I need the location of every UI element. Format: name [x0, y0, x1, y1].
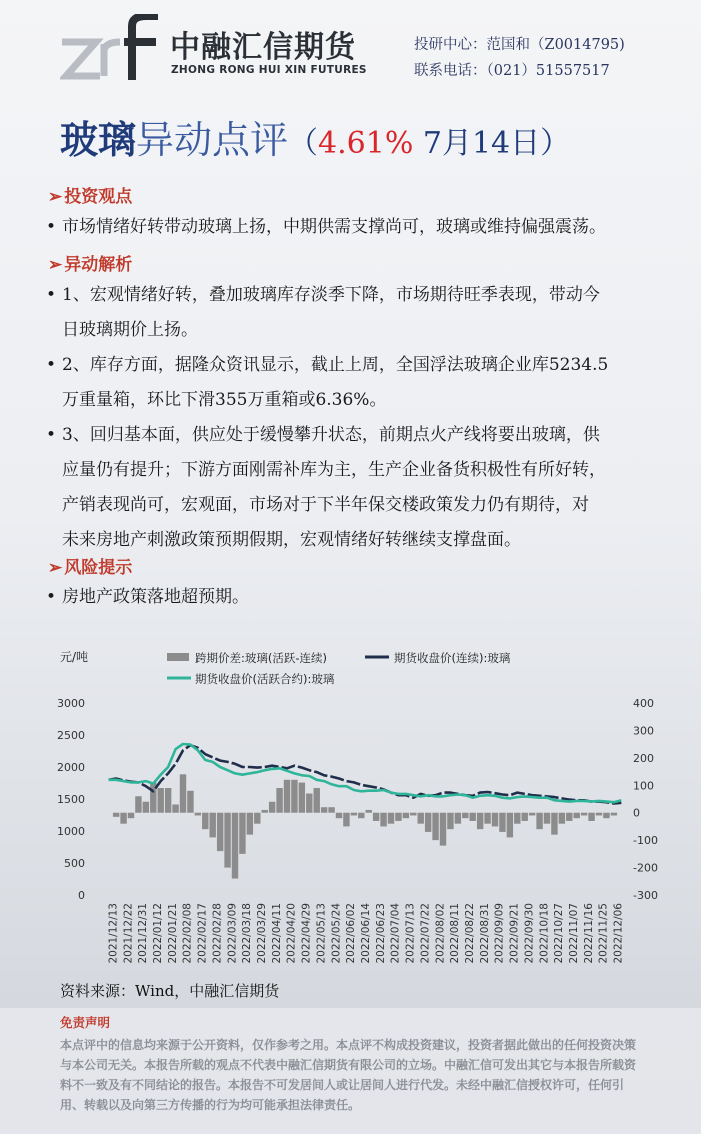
spread-bar: [113, 813, 119, 817]
spread-bar: [232, 813, 238, 879]
y-left-tick-label: 3000: [57, 697, 85, 710]
x-tick-label: 2021/12/22: [122, 903, 135, 964]
x-tick-label: 2022/10/18: [538, 903, 551, 964]
spread-bar: [143, 802, 149, 813]
y-left-tick-label: 1000: [57, 825, 85, 838]
x-tick-label: 2022/09/09: [493, 903, 506, 964]
legend-swatch-spread: [167, 653, 189, 661]
arrow-icon: ➢: [48, 255, 63, 275]
section-title-analysis: ➢ 异动解析: [48, 255, 133, 275]
spread-bar: [358, 813, 364, 818]
paragraph-risk: • 房地产政策落地超预期。: [46, 580, 656, 615]
spread-bar: [470, 813, 476, 821]
x-tick-label: 2022/11/07: [568, 903, 580, 964]
spread-bar: [514, 813, 520, 824]
spread-bar: [180, 774, 186, 812]
chart-svg: [55, 643, 665, 988]
title-date: 7月14日）: [413, 126, 571, 161]
y-right-tick-label: 200: [633, 751, 654, 765]
data-source: 资料来源：Wind，中融汇信期货: [60, 982, 280, 1000]
spread-bar: [195, 813, 201, 816]
spread-bar: [418, 813, 424, 824]
y-left-tick-label: 2500: [57, 729, 85, 742]
spread-bar: [343, 813, 349, 827]
spread-bar: [165, 788, 171, 813]
x-tick-label: 2022/06/14: [360, 903, 372, 964]
spread-bar: [321, 807, 327, 812]
spread-bar: [462, 813, 468, 818]
spread-bar: [611, 813, 617, 816]
spread-bar: [477, 813, 483, 829]
y-right-tick-label: -100: [633, 834, 658, 848]
x-tick-label: 2022/02/17: [196, 903, 209, 964]
y-right-tick-label: 400: [633, 697, 654, 710]
spread-bar: [135, 796, 141, 812]
spread-bar: [120, 813, 126, 824]
spread-bar: [395, 813, 401, 821]
x-tick-label: 2022/08/02: [434, 903, 447, 964]
arrow-icon: ➢: [48, 558, 63, 578]
disclaimer-title: 免责声明: [60, 1015, 111, 1030]
spread-bar: [299, 783, 305, 813]
spread-bar: [603, 813, 609, 818]
spread-bar: [492, 813, 498, 827]
legend-label-active: 期货收盘价(活跃合约):玻璃: [195, 672, 335, 686]
x-tick-label: 2022/03/18: [241, 903, 254, 964]
spread-bar: [262, 810, 268, 813]
paragraph-view: • 市场情绪好转带动玻璃上扬，中期供需支撑尚可，玻璃或维持偏强震荡。: [46, 210, 656, 245]
spread-bar: [306, 794, 312, 813]
analyst-line: 投研中心：范国和（Z0014795): [414, 37, 625, 53]
x-tick-label: 2022/08/22: [464, 903, 476, 964]
spread-bar: [158, 788, 164, 813]
spread-bar: [403, 813, 409, 818]
title-paren: （: [288, 126, 319, 161]
spread-bar: [202, 813, 208, 829]
x-tick-label: 2022/09/30: [523, 903, 536, 964]
spread-bar: [217, 813, 223, 851]
spread-bar: [410, 813, 416, 816]
x-tick-label: 2022/02/08: [181, 903, 194, 964]
y-right-tick-label: 100: [633, 779, 654, 793]
y-left-tick-label: 0: [78, 889, 85, 902]
legend-label-continuous: 期货收盘价(连续):玻璃: [394, 651, 511, 665]
x-tick-label: 2022/03/29: [256, 903, 268, 964]
x-tick-label: 2022/03/09: [226, 903, 239, 964]
spread-bar: [284, 780, 290, 813]
spread-bar: [172, 804, 178, 812]
spread-bar: [187, 791, 193, 813]
spread-bar: [239, 813, 245, 854]
spread-bar: [507, 813, 513, 838]
company-name-cn: 中融汇信期货: [170, 30, 356, 65]
spread-bar: [276, 788, 282, 813]
legend-label-spread: 跨期价差:玻璃(活跃-连续): [195, 651, 327, 665]
y-right-tick-label: -300: [633, 889, 658, 902]
x-tick-label: 2022/02/28: [211, 903, 224, 964]
spread-bar: [247, 813, 253, 835]
paragraph-analysis: • 1、宏观情绪好转，叠加玻璃库存淡季下降，市场期待旺季表现，带动今 日玻璃期价上扬。 • 2、库存方面，据隆众资讯显示，截止上周，全国浮法玻璃企业库5234.5 万重量箱，环比下滑355万重箱或6.36%。 • 3、回归基本面，供应处于缓慢攀升状态，前期点火产线将要出玻璃，供 应量仍有提升；下游方面刚需补库为主，生产企业备货积极性有所好转， 产销表现尚可，宏观面，市场对于下半年保交楼政策发力仍有期待，对 未来房地产刺激政策预期假期，宏观情绪好转继续支撑盘面。: [46, 278, 656, 558]
spread-bar: [559, 813, 565, 824]
price-chart: [55, 643, 665, 988]
spread-bar: [522, 813, 528, 821]
spread-bar: [566, 813, 572, 821]
x-tick-label: 2022/06/02: [345, 903, 358, 964]
x-tick-label: 2022/04/20: [285, 903, 298, 964]
spread-bar: [291, 780, 297, 813]
x-tick-label: 2022/04/11: [270, 903, 283, 964]
disclaimer-body: 本点评中的信息均来源于公开资料，仅作参考之用。本点评不构成投资建议，投资者据此做出的任何投资决策与本公司无关。本报告所载的观点不代表中融汇信期货有限公司的立场。中融汇信可发出其它与本报告所载资料不一致及有不同结论的报告。本报告不可发居间人或让居间人进行代发。未经中融汇信授权许可，任何引用、转载以及向第三方传播的行为均可能承担法律责任。: [60, 1038, 637, 1112]
bullet-icon: •: [46, 217, 57, 237]
spread-bar: [447, 813, 453, 829]
spread-bar: [596, 813, 602, 816]
arrow-icon: ➢: [48, 187, 63, 207]
page-title: [60, 112, 570, 172]
spread-bar: [128, 813, 134, 818]
company-name-en: ZHONG RONG HUI XIN FUTURES: [171, 64, 367, 76]
report-header: [0, 0, 701, 110]
x-tick-label: 2022/12/06: [612, 903, 625, 964]
phone-line: 联系电话：（021）51557517: [414, 63, 610, 79]
title-product: 玻璃: [60, 117, 137, 162]
spread-bar: [314, 788, 320, 813]
x-tick-label: 2022/08/11: [449, 903, 462, 964]
x-tick-label: 2022/01/21: [166, 903, 179, 964]
x-tick-label: 2022/07/22: [419, 903, 432, 964]
x-tick-label: 2022/06/23: [374, 903, 387, 964]
title-change-pct: 4.61%: [318, 126, 414, 161]
spread-bar: [574, 813, 580, 818]
spread-bar: [351, 813, 357, 816]
x-tick-label: 2022/08/31: [478, 903, 491, 964]
x-tick-label: 2022/01/12: [152, 903, 164, 964]
spread-bar: [328, 807, 334, 812]
spread-bar: [224, 813, 230, 868]
spread-bar: [380, 813, 386, 827]
y-left-tick-label: 1500: [57, 793, 85, 806]
x-tick-label: 2022/09/21: [508, 903, 521, 964]
spread-bar: [536, 813, 542, 829]
section-title-view: ➢ 投资观点: [48, 187, 133, 207]
y-left-tick-label: 2000: [57, 761, 85, 774]
company-logo-icon: [60, 14, 160, 80]
y-right-tick-label: 300: [633, 724, 654, 738]
spread-bar: [588, 813, 594, 821]
spread-bar: [484, 813, 490, 824]
spread-bar: [366, 810, 372, 813]
bullet-icon: •: [46, 425, 57, 445]
y-unit-label: 元/吨: [60, 650, 89, 664]
x-tick-label: 2022/05/24: [330, 903, 343, 964]
x-tick-label: 2022/11/25: [597, 903, 610, 964]
spread-bar: [373, 813, 379, 821]
y-left-tick-label: 500: [64, 857, 85, 870]
x-tick-label: 2022/05/13: [315, 903, 328, 964]
spread-bar: [544, 813, 550, 824]
spread-bar: [499, 813, 505, 832]
x-tick-label: 2021/12/13: [107, 903, 120, 964]
spread-bar: [336, 813, 342, 818]
spread-bar: [432, 813, 438, 840]
spread-bar: [210, 813, 216, 838]
bullet-icon: •: [46, 285, 57, 305]
bullet-icon: •: [46, 587, 57, 607]
spread-bar: [551, 813, 557, 835]
spread-bar: [581, 813, 587, 816]
spread-bar: [440, 813, 446, 846]
spread-bar: [529, 813, 535, 816]
spread-bar: [254, 813, 260, 824]
title-type: 异动点评: [136, 118, 289, 162]
contact-info: [414, 32, 625, 84]
y-right-tick-label: 0: [633, 806, 640, 820]
spread-bar: [269, 802, 275, 813]
section-title-risk: ➢ 风险提示: [48, 558, 133, 578]
spread-bar: [388, 813, 394, 824]
spread-bar: [455, 813, 461, 824]
x-tick-label: 2022/10/27: [553, 903, 566, 964]
spread-bar: [425, 813, 431, 832]
x-tick-label: 2022/11/16: [582, 903, 595, 964]
x-tick-label: 2022/07/04: [389, 903, 402, 964]
x-tick-label: 2022/04/29: [300, 903, 313, 964]
y-right-tick-label: -200: [633, 861, 658, 875]
x-tick-label: 2021/12/31: [137, 903, 150, 964]
bullet-icon: •: [46, 355, 57, 375]
x-tick-label: 2022/07/13: [404, 903, 417, 964]
